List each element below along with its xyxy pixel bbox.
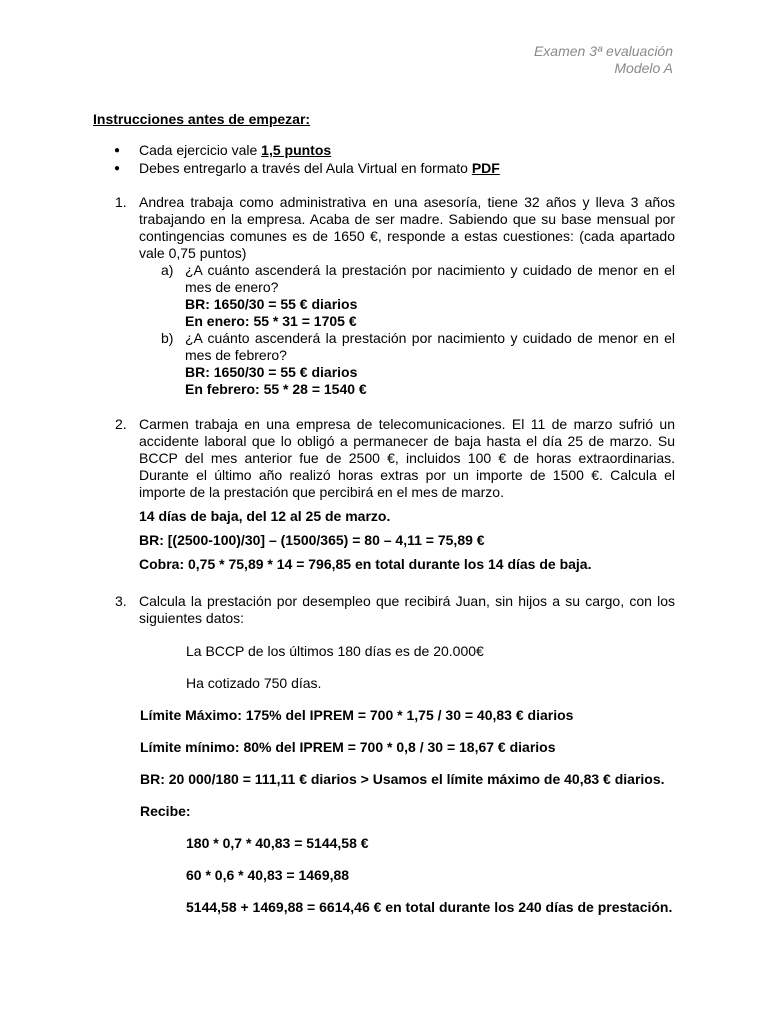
instruction-text: Cada ejercicio vale bbox=[139, 142, 262, 158]
question-a bbox=[139, 262, 675, 330]
answer-line: BR: 20 000/180 = 111,11 € diarios > Usamos el límite máximo de 40,83 € diarios. bbox=[140, 771, 665, 787]
answer-line: Cobra: 0,75 * 75,89 * 14 = 796,85 en total durante los 14 días de baja. bbox=[139, 556, 592, 572]
instruction-bullet-points bbox=[93, 142, 675, 159]
header-exam-title: Examen 3ª evaluación bbox=[533, 43, 673, 59]
answer-line: BR: 1650/30 = 55 € diarios bbox=[185, 364, 358, 380]
answer-line: En enero: 55 * 31 = 1705 € bbox=[185, 313, 357, 329]
data-line: La BCCP de los últimos 180 días es de 20.000€ bbox=[186, 643, 484, 659]
exercise-number: 2. bbox=[115, 416, 127, 432]
header-model: Modelo A bbox=[614, 60, 673, 76]
exercise-statement: Calcula la prestación por desempleo que recibirá Juan, sin hijos a su cargo, con los siguientes datos: bbox=[139, 593, 675, 626]
instruction-bullet-format bbox=[93, 160, 675, 177]
question-letter: b) bbox=[161, 330, 174, 346]
exercise-statement: Carmen trabaja en una empresa de telecomunicaciones. El 11 de marzo sufrió un accidente laboral que lo obligó a permanecer de baja hasta el día 25 de marzo. Su BCCP del mes anterior fue de 2500 €, incluidos 100 € de horas extraordinarias. Durante el último año realizó horas extras por un importe de 1500 €. Calcula el importe de la prestación que percibirá en el mes de marzo. bbox=[139, 416, 675, 500]
calc-line: 180 * 0,7 * 40,83 = 5144,58 € bbox=[186, 835, 369, 851]
question-text: ¿A cuánto ascenderá la prestación por nacimiento y cuidado de menor en el mes de enero? bbox=[185, 262, 675, 295]
instructions-title: Instrucciones antes de empezar: bbox=[93, 111, 311, 127]
answer-line: Límite Máximo: 175% del IPREM = 700 * 1,75 / 30 = 40,83 € diarios bbox=[140, 707, 574, 723]
format-value: PDF bbox=[471, 160, 500, 176]
exercise-number: 3. bbox=[115, 593, 127, 609]
answer-line: Recibe: bbox=[140, 803, 191, 819]
points-value: 1,5 puntos bbox=[261, 142, 332, 158]
exercise-number: 1. bbox=[115, 194, 127, 210]
instructions-list bbox=[93, 142, 675, 178]
calc-line: 5144,58 + 1469,88 = 6614,46 € en total durante los 240 días de prestación. bbox=[186, 899, 673, 915]
question-letter: a) bbox=[161, 262, 174, 278]
exercise-1 bbox=[93, 194, 675, 398]
answer-line: BR: [(2500-100)/30] – (1500/365) = 80 – 4,11 = 75,89 € bbox=[139, 532, 485, 548]
answer-line: Límite mínimo: 80% del IPREM = 700 * 0,8 / 30 = 18,67 € diarios bbox=[140, 739, 556, 755]
instruction-text: Debes entregarlo a través del Aula Virtual en formato bbox=[139, 160, 472, 176]
exercise-2 bbox=[93, 416, 675, 573]
exercise-3 bbox=[93, 593, 675, 916]
exercise-statement: Andrea trabaja como administrativa en una asesoría, tiene 32 años y lleva 3 años trabajando en la empresa. Acaba de ser madre. Sabiendo que su base mensual por contingencias comunes es de 1650 €, responde a estas cuestiones: (cada apartado vale 0,75 puntos) bbox=[139, 194, 675, 261]
calc-line: 60 * 0,6 * 40,83 = 1469,88 bbox=[186, 867, 350, 883]
answer-line: 14 días de baja, del 12 al 25 de marzo. bbox=[139, 508, 391, 524]
question-text: ¿A cuánto ascenderá la prestación por nacimiento y cuidado de menor en el mes de febrero? bbox=[185, 330, 675, 363]
data-line: Ha cotizado 750 días. bbox=[186, 675, 322, 691]
answer-line: BR: 1650/30 = 55 € diarios bbox=[185, 296, 358, 312]
page-header bbox=[534, 43, 673, 77]
question-b bbox=[139, 330, 675, 398]
answer-line: En febrero: 55 * 28 = 1540 € bbox=[185, 381, 367, 397]
